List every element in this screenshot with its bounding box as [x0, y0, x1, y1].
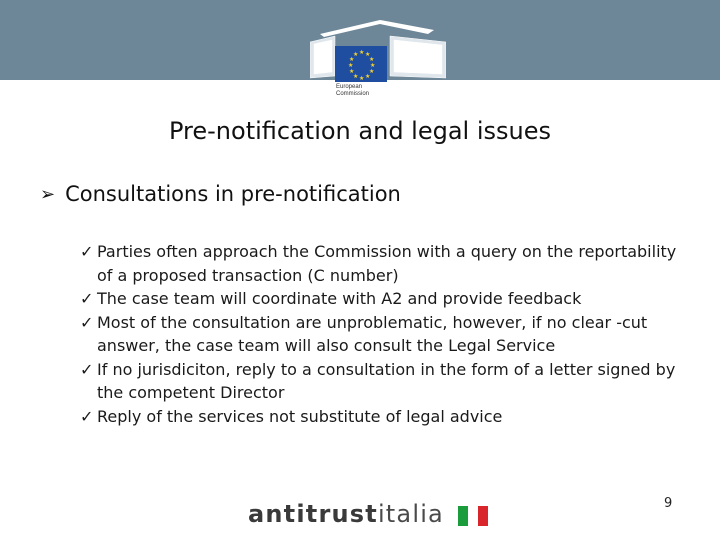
list-item-text: The case team will coordinate with A2 and provide feedback: [97, 289, 582, 308]
ec-logo-wordmark: [336, 84, 396, 98]
slide-title: Pre-notification and legal issues: [168, 117, 552, 145]
italian-flag-icon: [458, 506, 488, 526]
arrow-bullet-icon: ➢: [40, 183, 56, 205]
svg-text:★: ★: [348, 62, 354, 69]
sub-bullet-list: [80, 240, 690, 428]
checkmark-icon: ✓: [80, 242, 94, 261]
page-number: 9: [664, 496, 673, 511]
main-bullet-text: Consultations in pre-notification: [65, 182, 401, 206]
svg-text:★: ★: [369, 56, 375, 63]
list-item: [80, 311, 690, 358]
list-item-text: Reply of the services not substitute of legal advice: [97, 406, 503, 426]
brand-bold-text: antitrust: [248, 500, 378, 528]
ec-logo-line1: European: [336, 84, 363, 90]
svg-text:★: ★: [353, 51, 359, 58]
checkmark-icon: ✓: [80, 406, 94, 426]
list-item: [80, 358, 690, 405]
list-item-text: Parties often approach the Commission with a query on the reportability of a proposed transaction (C number): [97, 242, 677, 285]
checkmark-icon: ✓: [80, 289, 94, 308]
svg-text:★: ★: [353, 73, 359, 80]
svg-text:★: ★: [369, 68, 375, 75]
svg-text:★: ★: [349, 68, 355, 75]
main-bullet: [40, 182, 401, 206]
list-item: [80, 287, 690, 311]
list-item-text: Most of the consultation are unproblematic, however, if no clear -cut answer, the case team will also consult the Legal Service: [97, 312, 648, 355]
svg-text:★: ★: [359, 49, 365, 56]
checkmark-icon: ✓: [80, 312, 94, 332]
checkmark-icon: ✓: [80, 359, 94, 379]
svg-text:★: ★: [359, 75, 365, 82]
antitrustitalia-logo: [248, 500, 444, 528]
svg-text:★: ★: [370, 62, 376, 69]
svg-text:★: ★: [365, 73, 371, 80]
svg-text:★: ★: [349, 56, 355, 63]
ec-logo-line2: Commission: [336, 91, 370, 97]
list-item: [80, 405, 690, 429]
list-item: [80, 240, 690, 287]
brand-light-text: italia: [377, 500, 444, 528]
svg-text:★: ★: [365, 51, 371, 58]
list-item-text: If no jurisdiciton, reply to a consultation in the form of a letter signed by the competent Director: [97, 359, 676, 402]
